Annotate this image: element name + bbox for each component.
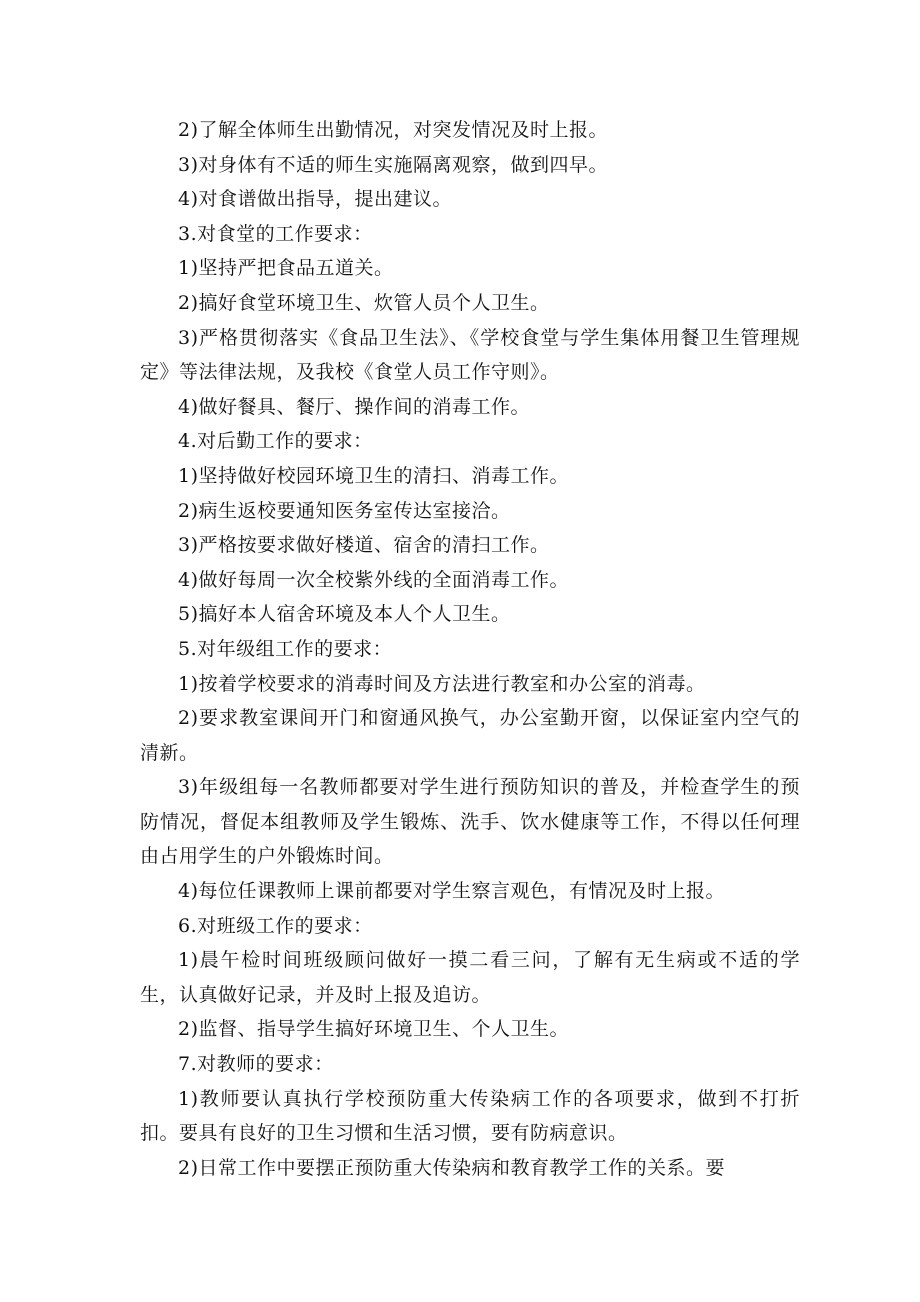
paragraph: 2)病生返校要通知医务室传达室接洽。	[178, 499, 511, 522]
paragraph: 1)教师要认真执行学校预防重大传染病工作的各项要求，做到不打折扣。要具有良好的卫生习惯和生活习惯，要有防病意识。	[140, 1087, 800, 1145]
paragraph: 1)坚持严把食品五道关。	[178, 257, 394, 280]
paragraph: 2)监督、指导学生搞好环境卫生、个人卫生。	[178, 1018, 570, 1041]
paragraph: 2)日常工作中要摆正预防重大传染病和教育教学工作的关系。要	[178, 1156, 726, 1179]
paragraph: 1)坚持做好校园环境卫生的清扫、消毒工作。	[178, 464, 570, 487]
section-heading: 6.对班级工作的要求：	[178, 914, 373, 937]
paragraph: 5)搞好本人宿舍环境及本人个人卫生。	[178, 603, 511, 626]
paragraph: 2)要求教室课间开门和窗通风换气，办公室勤开窗，以保证室内空气的清新。	[140, 707, 800, 764]
paragraph: 2)了解全体师生出勤情况，对突发情况及时上报。	[178, 119, 609, 141]
paragraph: 4)做好餐具、餐厅、操作间的消毒工作。	[178, 395, 531, 418]
paragraph: 3)严格贯彻落实《食品卫生法》、《学校食堂与学生集体用餐卫生管理规定》等法律法规，及我校《食堂人员工作守则》。	[140, 326, 800, 384]
paragraph: 4)做好每周一次全校紫外线的全面消毒工作。	[178, 568, 570, 591]
paragraph: 1)按着学校要求的消毒时间及方法进行教室和办公室的消毒。	[178, 672, 706, 695]
paragraph: 4)每位任课教师上课前都要对学生察言观色，有情况及时上报。	[178, 880, 726, 903]
section-heading: 7.对教师的要求：	[178, 1053, 334, 1076]
document-body	[140, 113, 800, 1185]
paragraph: 1)晨午检时间班级顾问做好一摸二看三问，了解有无生病或不适的学生，认真做好记录，并及时上报及追访。	[140, 949, 800, 1006]
section-heading: 3.对食堂的工作要求：	[178, 222, 373, 245]
paragraph: 2)搞好食堂环境卫生、炊管人员个人卫生。	[178, 291, 550, 314]
section-heading: 4.对后勤工作的要求：	[178, 430, 373, 453]
paragraph: 3)严格按要求做好楼道、宿舍的清扫工作。	[178, 534, 550, 557]
section-heading: 5.对年级组工作的要求：	[178, 637, 393, 660]
paragraph: 4)对食谱做出指导，提出建议。	[178, 188, 453, 211]
paragraph: 3)对身体有不适的师生实施隔离观察，做到四早。	[178, 153, 609, 176]
paragraph: 3)年级组每一名教师都要对学生进行预防知识的普及，并检查学生的预防情况，督促本组教师及学生锻炼、洗手、饮水健康等工作，不得以任何理由占用学生的户外锻炼时间。	[140, 776, 800, 868]
